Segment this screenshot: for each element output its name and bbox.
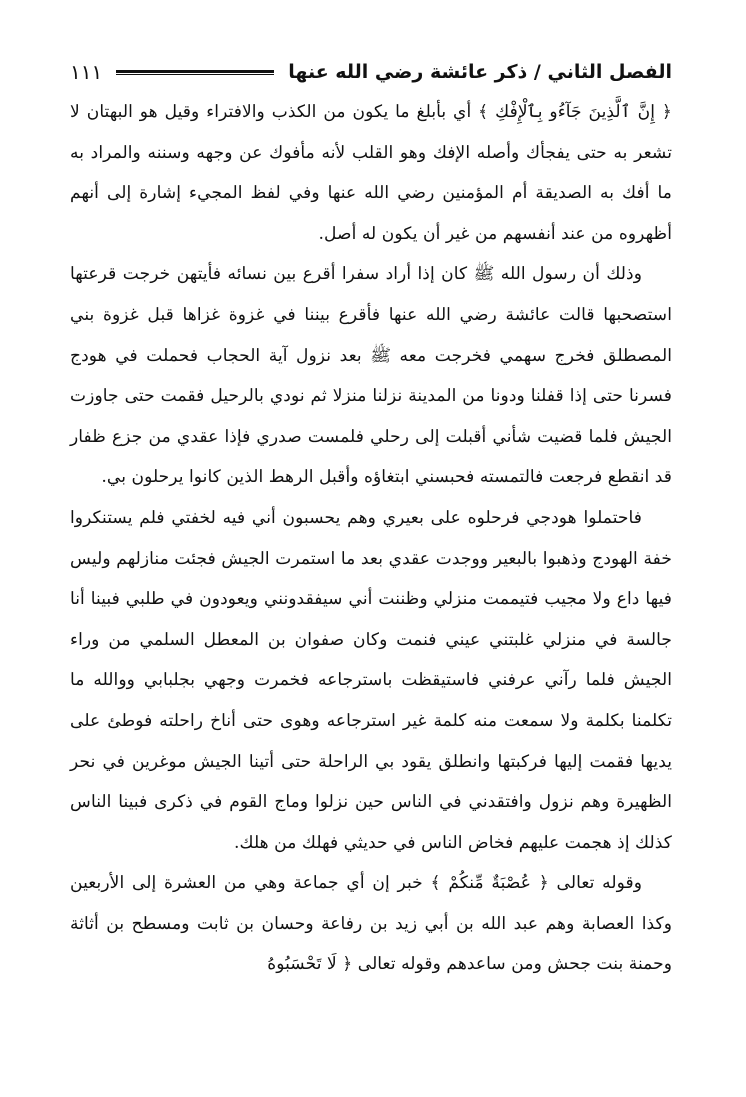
paragraph-4: وقوله تعالى ﴿ عُصْبَةٌ مِّنكُمْ ﴾ خبر إن أي جماعة وهي من العشرة إلى الأربعين وكذا العصابة وهم عبد الله بن أبي زيد بن رفاعة وحسان بن ثابت ومسطح بن أثاثة وحمنة بنت جحش ومن ساعدهم وقوله تعالى ﴿ لَا تَحْسَبُوهُ: [70, 873, 672, 975]
running-header: [70, 52, 672, 92]
paragraph-2: وذلك أن رسول الله ﷺ كان إذا أراد سفرا أقرع بين نسائه فأيتهن خرجت قرعتها استصحبها قالت عائشة رضي الله عنها فأقرع بيننا في غزوة غزاها قبل غزوة بني المصطلق فخرج سهمي فخرجت معه ﷺ بعد نزول آية الحجاب فحملت في هودج فسرنا حتى إذا قفلنا ودونا من المدينة نزلنا منزلا ثم نودي بالرحيل فقمت حتى جاوزت الجيش فلما قضيت شأني أقبلت إلى رحلي فلمست صدري فإذا عقدي من جزع ظفار قد انقطع فرجعت فالتمسته فحبسني ابتغاؤه وأقبل الرهط الذين كانوا يرحلون بي.: [70, 264, 672, 488]
page-number: ١١١: [70, 60, 103, 84]
paragraph-3: فاحتملوا هودجي فرحلوه على بعيري وهم يحسبون أني فيه لخفتي فلم يستنكروا خفة الهودج وذهبوا بالبعير ووجدت عقدي بعد ما استمرت الجيش فجئت منازلهم وليس فيها داع ولا مجيب فتيممت منزلي وظننت أني سيفقدونني ويعودون في طلبي فبينا أنا جالسة في منزلي غلبتني عيني فنمت وكان صفوان بن المعطل السلمي من وراء الجيش فلما رآني عرفني فاستيقظت باسترجاعه فخمرت وجهي بجلبابي ووالله ما تكلمنا بكلمة ولا سمعت منه كلمة غير استرجاعه وهوى حتى أناخ راحلته فوطئ على يديها فقمت إليها فركبتها وانطلق يقود بي الراحلة حتى أتينا الجيش موغرين في نحر الظهيرة وهم نزول وافتقدني في الناس حين نزلوا وماج القوم في ذكرى فبينا الناس كذلك إذ هجمت عليهم فخاض الناس في حديثي فهلك من هلك.: [70, 507, 672, 853]
paragraph-1: ﴿ إِنَّ ٱلَّذِينَ جَآءُو بِٱلْإِفْكِ ﴾ أي بأبلغ ما يكون من الكذب والافتراء وقيل هو البهتان لا تشعر به حتى يفجأك وأصله الإفك وهو القلب لأنه مأفوك عن وجهه وسننه والمراد به ما أفك به الصديقة أم المؤمنين رضي الله عنها وفي لفظ المجيء إشارة إلى أنهم أظهروه من عند أنفسهم من غير أن يكون له أصل.: [70, 102, 672, 244]
chapter-title: الفصل الثاني / ذكر عائشة رضي الله عنها: [288, 61, 672, 83]
header-rule: [116, 70, 274, 75]
body-text: [70, 92, 672, 985]
